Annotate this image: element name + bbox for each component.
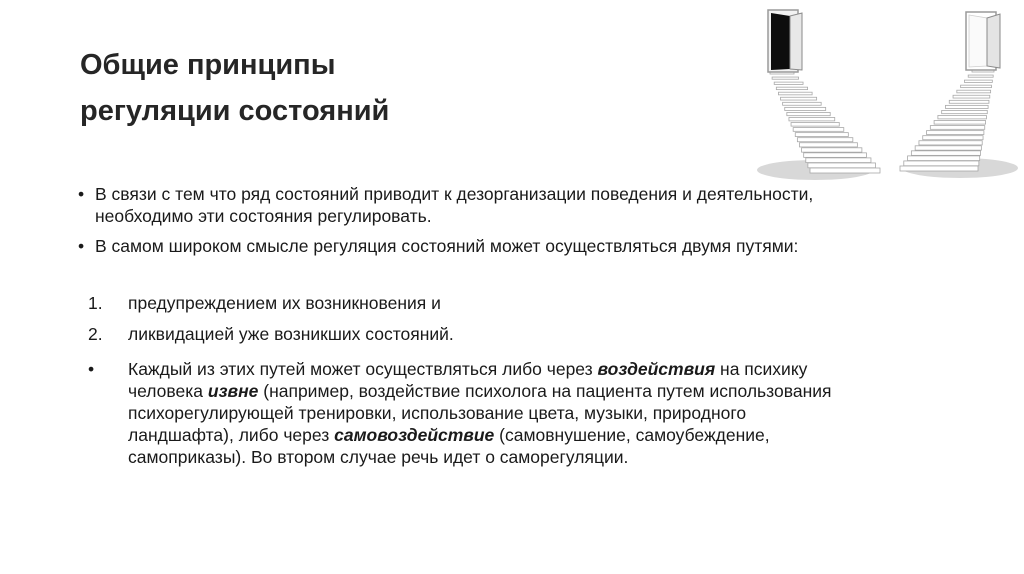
stair-step xyxy=(804,153,867,158)
bullet-item-2 xyxy=(78,235,848,257)
stair-step xyxy=(772,77,798,79)
stairs-doors-illustration xyxy=(740,0,1024,200)
stair-step xyxy=(938,115,987,118)
emphasis-self-impact: самовоздействие xyxy=(334,425,495,445)
stair-step xyxy=(781,97,817,100)
stair-step xyxy=(776,87,807,89)
text-part-3: (например, воздействие психолога на пациента путем использования психорегулирующей тренировки, использование цвета, музыки, природного ландшафта), либо через xyxy=(128,381,832,445)
stair-step xyxy=(795,133,848,137)
text-part-2: на психику человека xyxy=(128,359,808,401)
stair-step xyxy=(808,163,876,168)
number-marker: 2. xyxy=(88,324,103,344)
stair-step xyxy=(957,90,991,93)
left-door-dark xyxy=(768,10,802,72)
stair-step xyxy=(791,123,839,127)
stair-step xyxy=(927,131,984,135)
bullet-text: В самом широком смысле регуляция состояний может осуществляться двумя путями: xyxy=(95,236,799,256)
numbered-text: предупреждением их возникновения и xyxy=(128,293,441,313)
number-marker: 1. xyxy=(88,293,103,313)
stair-step xyxy=(787,112,830,115)
text-part-1: Каждый из этих путей может осуществляться либо через xyxy=(128,359,598,379)
bullet-item-3 xyxy=(88,358,852,468)
stair-step xyxy=(799,143,857,147)
stair-step xyxy=(900,166,978,171)
stair-step xyxy=(942,110,988,113)
stair-step xyxy=(806,158,871,163)
stair-step xyxy=(911,151,980,156)
bullet-marker: • xyxy=(78,236,85,256)
left-staircase xyxy=(770,72,880,173)
stair-step xyxy=(968,75,993,77)
slide-title xyxy=(80,42,680,134)
stair-step xyxy=(945,105,988,108)
stair-step xyxy=(961,85,992,87)
right-staircase xyxy=(900,70,994,171)
bullet-text xyxy=(128,358,852,468)
right-door-light xyxy=(966,12,1000,70)
stair-step xyxy=(953,95,990,98)
stair-step xyxy=(802,148,862,152)
stair-step xyxy=(778,92,812,95)
stair-step xyxy=(908,156,980,161)
stair-step xyxy=(930,126,984,130)
bullet-marker: • xyxy=(88,359,95,379)
stair-step xyxy=(923,136,983,140)
stair-step xyxy=(934,121,985,125)
stair-step xyxy=(797,138,852,142)
stair-step xyxy=(904,161,979,166)
emphasis-external: извне xyxy=(207,381,259,401)
stair-step xyxy=(919,141,982,145)
stair-step xyxy=(949,100,989,103)
numbered-item-2 xyxy=(88,323,848,345)
stair-step xyxy=(783,102,822,105)
slide-title-line1: Общие принципы xyxy=(80,49,336,81)
slide-title-line2: регуляции состояний xyxy=(80,95,390,127)
bullet-item-1 xyxy=(78,183,848,227)
bullet-text: В связи с тем что ряд состояний приводит к дезорганизации поведения и деятельности, необходимо эти состояния регулировать. xyxy=(95,184,814,226)
stair-step xyxy=(915,146,981,150)
numbered-item-1 xyxy=(88,292,848,314)
emphasis-impact: воздействия xyxy=(597,359,716,379)
stair-step xyxy=(964,80,992,82)
stair-step xyxy=(789,117,835,120)
text-part-4: (самовнушение, самоубеждение, самоприказы). Во втором случае речь идет о саморегуляции. xyxy=(128,425,770,467)
stair-step xyxy=(810,168,880,173)
stair-step xyxy=(793,128,844,132)
numbered-text: ликвидацией уже возникших состояний. xyxy=(128,324,454,344)
stair-step xyxy=(774,82,803,84)
bullet-marker: • xyxy=(78,184,85,204)
stair-step xyxy=(785,107,826,110)
